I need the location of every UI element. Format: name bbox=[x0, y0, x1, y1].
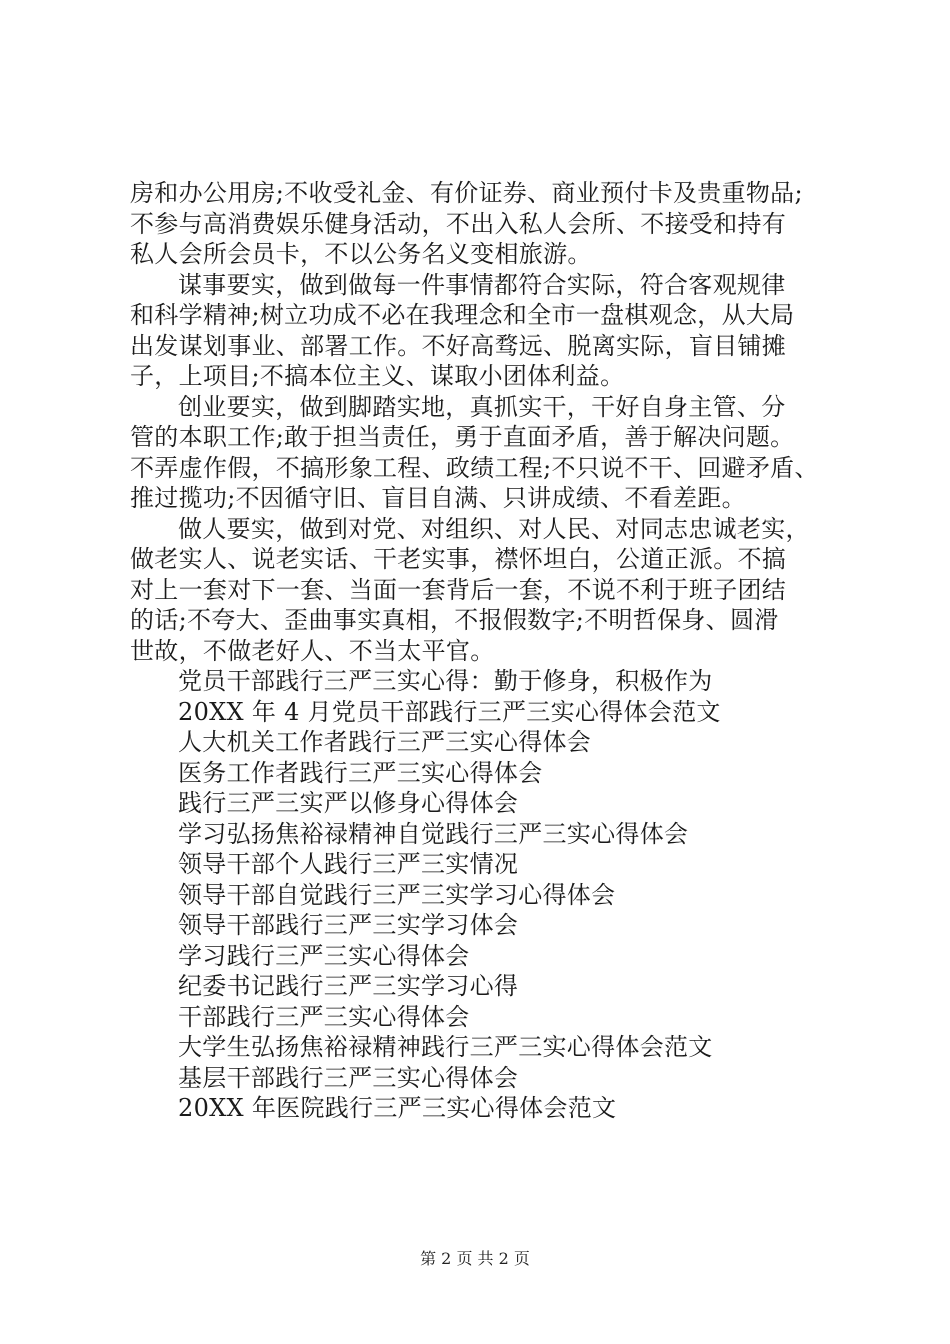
related-article-link[interactable]: 20XX 年医院践行三严三实心得体会范文 bbox=[178, 1094, 617, 1122]
related-article-link[interactable]: 领导干部个人践行三严三实情况 bbox=[178, 850, 519, 878]
related-article-link[interactable]: 纪委书记践行三严三实学习心得 bbox=[178, 972, 519, 1000]
related-article-link[interactable]: 20XX 年 4 月党员干部践行三严三实心得体会范文 bbox=[178, 697, 721, 726]
related-article-link[interactable]: 领导干部践行三严三实学习体会 bbox=[178, 911, 519, 939]
related-article-link[interactable]: 大学生弘扬焦裕禄精神践行三严三实心得体会范文 bbox=[178, 1033, 713, 1061]
related-article-link[interactable]: 践行三严三实严以修身心得体会 bbox=[178, 789, 519, 817]
related-article-link[interactable]: 干部践行三严三实心得体会 bbox=[178, 1002, 470, 1031]
body-line: 做人要实，做到对党、对组织、对人民、对同志忠诚老实， bbox=[178, 514, 810, 543]
related-article-link[interactable]: 领导干部自觉践行三严三实学习心得体会 bbox=[178, 880, 616, 909]
body-line: 不参与高消费娱乐健身活动，不出入私人会所、不接受和持有 bbox=[130, 209, 787, 238]
related-article-link[interactable]: 学习弘扬焦裕禄精神自觉践行三严三实心得体会 bbox=[178, 819, 689, 848]
body-line: 子，上项目;不搞本位主义、谋取小团体利益。 bbox=[130, 362, 625, 390]
body-line: 不弄虚作假，不搞形象工程、政绩工程;不只说不干、回避矛盾、 bbox=[130, 453, 819, 482]
body-line: 和科学精神;树立功成不必在我理念和全市一盘棋观念，从大局 bbox=[130, 301, 795, 329]
related-article-link[interactable]: 基层干部践行三严三实心得体会 bbox=[178, 1063, 519, 1092]
body-line: 房和办公用房;不收受礼金、有价证券、商业预付卡及贵重物品; bbox=[130, 179, 803, 207]
body-line: 出发谋划事业、部署工作。不好高骛远、脱离实际，盲目铺摊 bbox=[130, 331, 787, 360]
page-number: 第 2 页 共 2 页 bbox=[420, 1249, 530, 1268]
related-article-link[interactable]: 党员干部践行三严三实心得：勤于修身，积极作为 bbox=[178, 667, 713, 695]
body-line: 创业要实，做到脚踏实地，真抓实干，干好自身主管、分 bbox=[178, 392, 786, 421]
related-article-link[interactable]: 人大机关工作者践行三严三实心得体会 bbox=[178, 728, 592, 756]
related-articles-list bbox=[178, 666, 721, 1124]
body-line: 对上一套对下一套、当面一套背后一套，不说不利于班子团结 bbox=[130, 575, 787, 604]
related-article-link[interactable]: 医务工作者践行三严三实心得体会 bbox=[178, 758, 543, 787]
body-line: 的话;不夸大、歪曲事实真相，不报假数字;不明哲保身、圆滑 bbox=[130, 606, 779, 634]
body-line: 做老实人、说老实话、干老实事，襟怀坦白，公道正派。不搞 bbox=[130, 545, 787, 573]
related-article-link[interactable]: 学习践行三严三实心得体会 bbox=[178, 941, 470, 970]
document-body bbox=[130, 178, 830, 666]
body-line: 管的本职工作;敢于担当责任，勇于直面矛盾，善于解决问题。 bbox=[130, 423, 795, 451]
body-line: 推过揽功;不因循守旧、盲目自满、只讲成绩、不看差距。 bbox=[130, 484, 746, 512]
body-line: 谋事要实，做到做每一件事情都符合实际，符合客观规律 bbox=[178, 270, 786, 299]
body-line: 私人会所会员卡，不以公务名义变相旅游。 bbox=[130, 240, 592, 268]
body-line: 世故，不做老好人、不当太平官。 bbox=[130, 636, 495, 665]
